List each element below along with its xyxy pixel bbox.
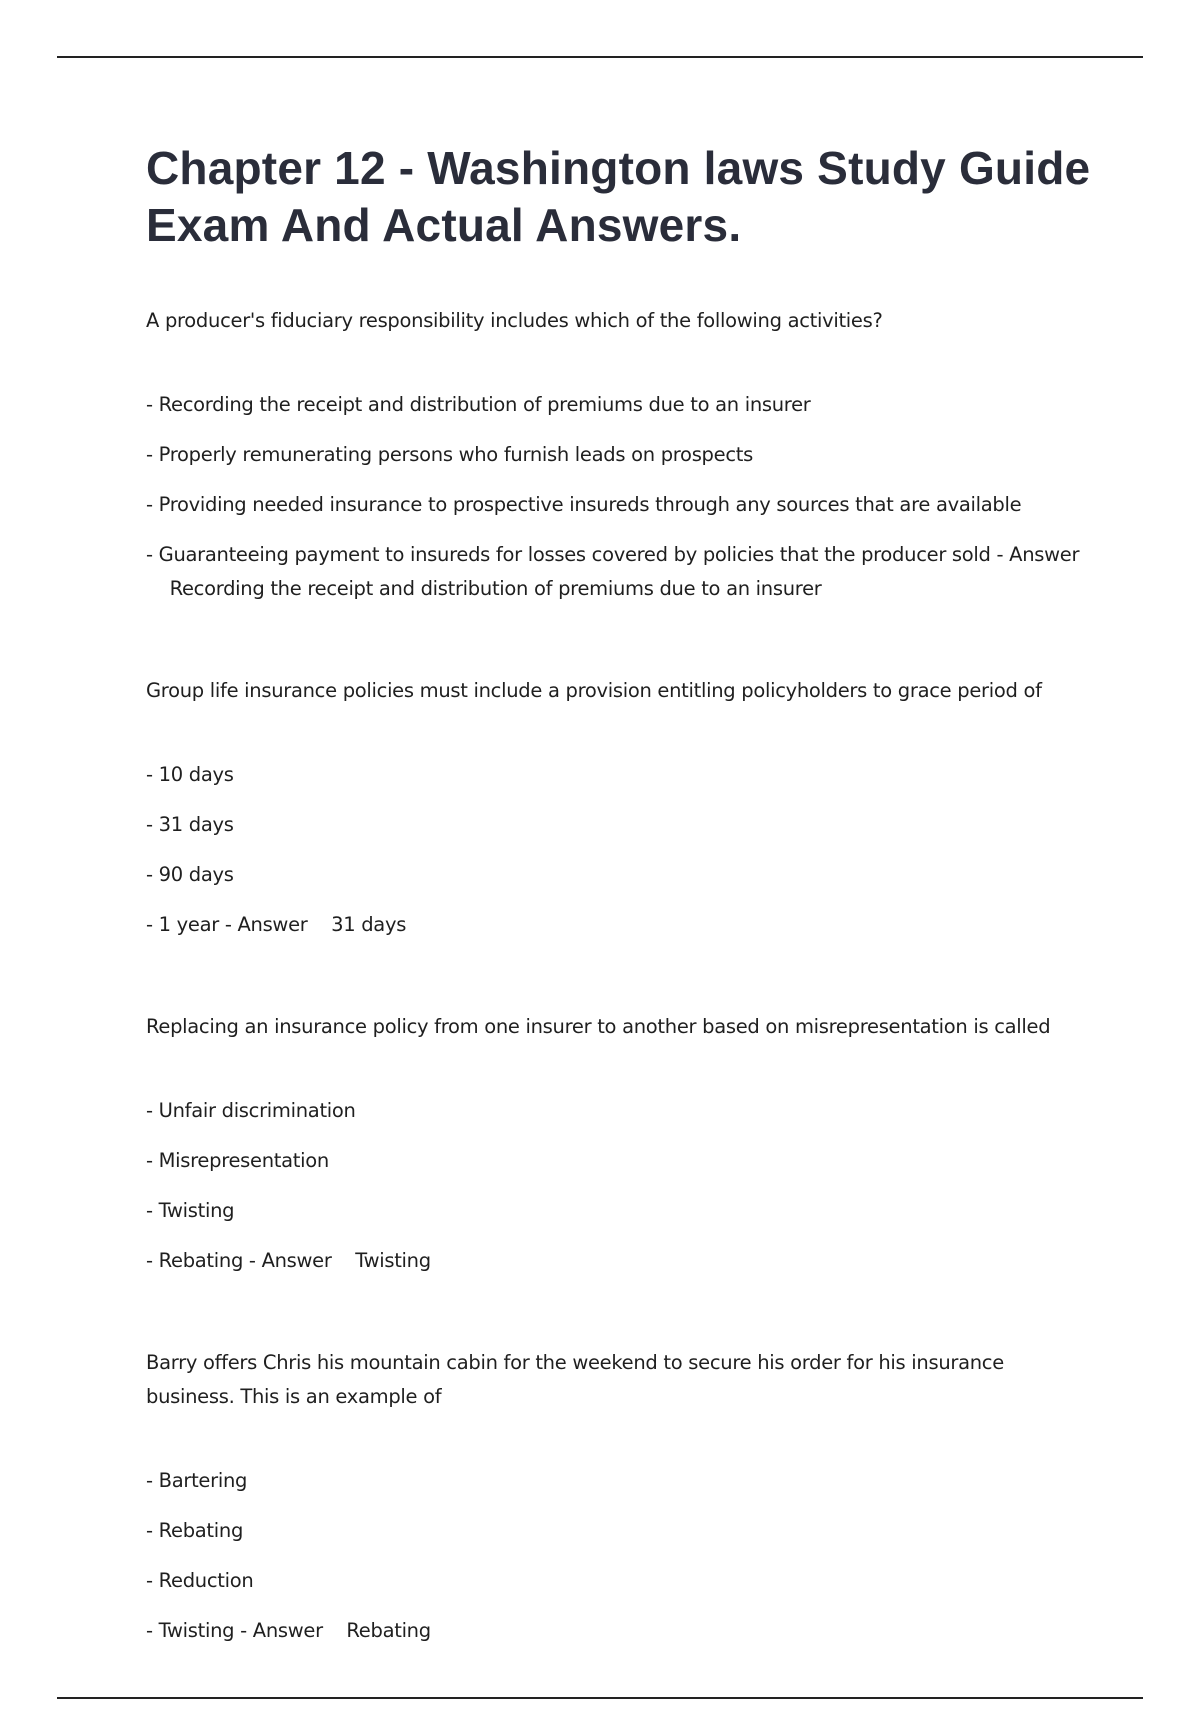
answer-option: - Reduction bbox=[146, 1569, 254, 1592]
answer-option-label: - Rebating - Answer bbox=[146, 1249, 332, 1272]
answer-separator bbox=[308, 913, 332, 936]
question-list bbox=[146, 304, 1096, 1648]
answer-option-with-answer bbox=[146, 538, 1096, 606]
question-text: A producer's fiduciary responsibility includes which of the following activities? bbox=[146, 309, 883, 332]
answer-option-with-answer bbox=[146, 908, 1096, 942]
correct-answer: Recording the receipt and distribution of premiums due to an insurer bbox=[169, 577, 822, 600]
question-text: Group life insurance policies must include a provision entitling policyholders to grace period of bbox=[146, 679, 1042, 702]
answer-option-label: - Twisting - Answer bbox=[146, 1619, 323, 1642]
answer-option: - 31 days bbox=[146, 813, 234, 836]
correct-answer: Twisting bbox=[355, 1249, 431, 1272]
answer-separator bbox=[146, 577, 170, 600]
top-rule bbox=[57, 56, 1143, 58]
correct-answer: 31 days bbox=[331, 913, 407, 936]
answer-option: - Bartering bbox=[146, 1469, 248, 1492]
answer-option: - Misrepresentation bbox=[146, 1149, 329, 1172]
answer-option: - Providing needed insurance to prospective insureds through any sources that are available bbox=[146, 493, 1022, 516]
answer-option: - 90 days bbox=[146, 863, 234, 886]
question-block bbox=[146, 1010, 1096, 1278]
answer-option-with-answer bbox=[146, 1244, 1096, 1278]
answer-option-with-answer bbox=[146, 1614, 1096, 1648]
bottom-rule bbox=[57, 1697, 1143, 1699]
answer-option-label: - 1 year - Answer bbox=[146, 913, 308, 936]
answer-option: - Unfair discrimination bbox=[146, 1099, 356, 1122]
answer-option: - Rebating bbox=[146, 1519, 244, 1542]
question-block bbox=[146, 304, 1096, 606]
answer-separator bbox=[323, 1619, 347, 1642]
question-block bbox=[146, 1346, 1096, 1648]
page-content bbox=[146, 140, 1096, 1716]
answer-option: - 10 days bbox=[146, 763, 234, 786]
document-title: Chapter 12 - Washington laws Study Guide Exam And Actual Answers. bbox=[146, 142, 1091, 251]
answer-option-label: - Guaranteeing payment to insureds for losses covered by policies that the producer sold - Answer bbox=[146, 543, 1080, 566]
correct-answer: Rebating bbox=[346, 1619, 431, 1642]
answer-option: - Twisting bbox=[146, 1199, 235, 1222]
answer-option: - Properly remunerating persons who furnish leads on prospects bbox=[146, 443, 753, 466]
question-block bbox=[146, 674, 1096, 942]
question-text: Barry offers Chris his mountain cabin for the weekend to secure his order for his insurance business. This is an example of bbox=[146, 1351, 1004, 1408]
answer-separator bbox=[332, 1249, 356, 1272]
question-text: Replacing an insurance policy from one insurer to another based on misrepresentation is called bbox=[146, 1015, 1051, 1038]
answer-option: - Recording the receipt and distribution of premiums due to an insurer bbox=[146, 393, 811, 416]
